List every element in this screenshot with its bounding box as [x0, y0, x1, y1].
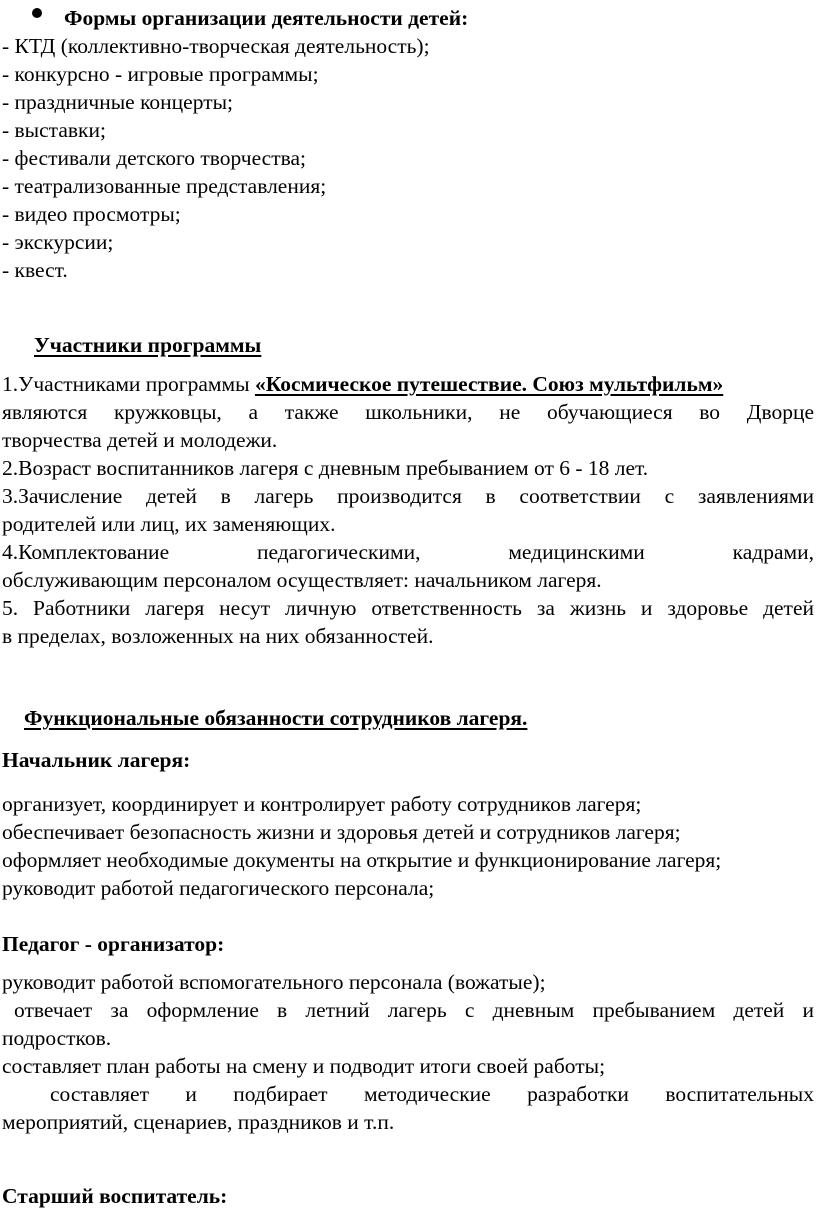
program-title: «Космическое путешествие. Союз мультфильм»: [254, 372, 724, 396]
participants-heading: Участники программы: [34, 333, 262, 357]
forms-heading-line: [2, 4, 814, 32]
forms-item: - экскурсии;: [2, 230, 114, 254]
head-of-camp-duty: организует, координирует и контролирует работу сотрудников лагеря;: [2, 792, 642, 816]
forms-item: - квест.: [2, 258, 68, 282]
organizer-duty: составляет и подбирает методические разработки воспитательных: [50, 1082, 814, 1106]
forms-item: - КТД (коллективно-творческая деятельность);: [2, 34, 430, 58]
participants-p4-line1: 4.Комплектование педагогическими, медицинскими кадрами,: [2, 540, 814, 564]
forms-item: - праздничные концерты;: [2, 90, 234, 114]
organizer-duty: отвечает за оформление в летний лагерь с дневным пребыванием детей и: [14, 998, 814, 1022]
participants-p1-line1: [2, 370, 814, 398]
participants-p4-line2: обслуживающим персоналом осуществляет: начальником лагеря.: [2, 568, 602, 592]
organizer-duty-cont: мероприятий, сценариев, праздников и т.п.: [2, 1110, 395, 1134]
forms-item: - выставки;: [2, 118, 106, 142]
participants-p2: 2.Возраст воспитанников лагеря с дневным пребыванием от 6 - 18 лет.: [2, 456, 649, 480]
participants-heading-line: [2, 331, 814, 359]
participants-p5-line2: в пределах, возложенных на них обязанностей.: [2, 624, 434, 648]
participants-p5-line1: 5. Работники лагеря несут личную ответственность за жизнь и здоровье детей: [2, 596, 814, 620]
forms-item: - фестивали детского творчества;: [2, 146, 306, 170]
head-of-camp-duty: руководит работой педагогического персонала;: [2, 876, 435, 900]
participants-p3-line1: 3.Зачисление детей в лагерь производится в соответствии с заявлениями: [2, 484, 814, 508]
duties-heading-line: [2, 704, 814, 732]
forms-item: - видео просмотры;: [2, 202, 181, 226]
forms-item: - конкурсно - игровые программы;: [2, 62, 319, 86]
forms-item: - театрализованные представления;: [2, 174, 327, 198]
organizer-duty: составляет план работы на смену и подводит итоги своей работы;: [2, 1054, 606, 1078]
head-of-camp-title: Начальник лагеря:: [2, 748, 191, 772]
head-of-camp-duty: обеспечивает безопасность жизни и здоровья детей и сотрудников лагеря;: [2, 820, 681, 844]
participants-p1-prefix: 1.Участниками программы: [2, 372, 255, 396]
duties-heading: Функциональные обязанности сотрудников лагеря.: [24, 706, 528, 730]
organizer-title: Педагог - организатор:: [2, 932, 225, 956]
forms-heading: Формы организации деятельности детей:: [64, 6, 469, 30]
organizer-duty-cont: подростков.: [2, 1026, 112, 1050]
participants-p3-line2: родителей или лиц, их заменяющих.: [2, 512, 336, 536]
participants-p1-line2: являются кружковцы, а также школьники, не обучающиеся во Дворце: [2, 400, 814, 424]
senior-educator-title: Старший воспитатель:: [2, 1184, 228, 1208]
participants-p1-line3: творчества детей и молодежи.: [2, 428, 278, 452]
head-of-camp-duty: оформляет необходимые документы на открытие и функционирование лагеря;: [2, 848, 722, 872]
organizer-duty: руководит работой вспомогательного персонала (вожатые);: [2, 970, 546, 994]
bullet-icon: [32, 8, 42, 18]
